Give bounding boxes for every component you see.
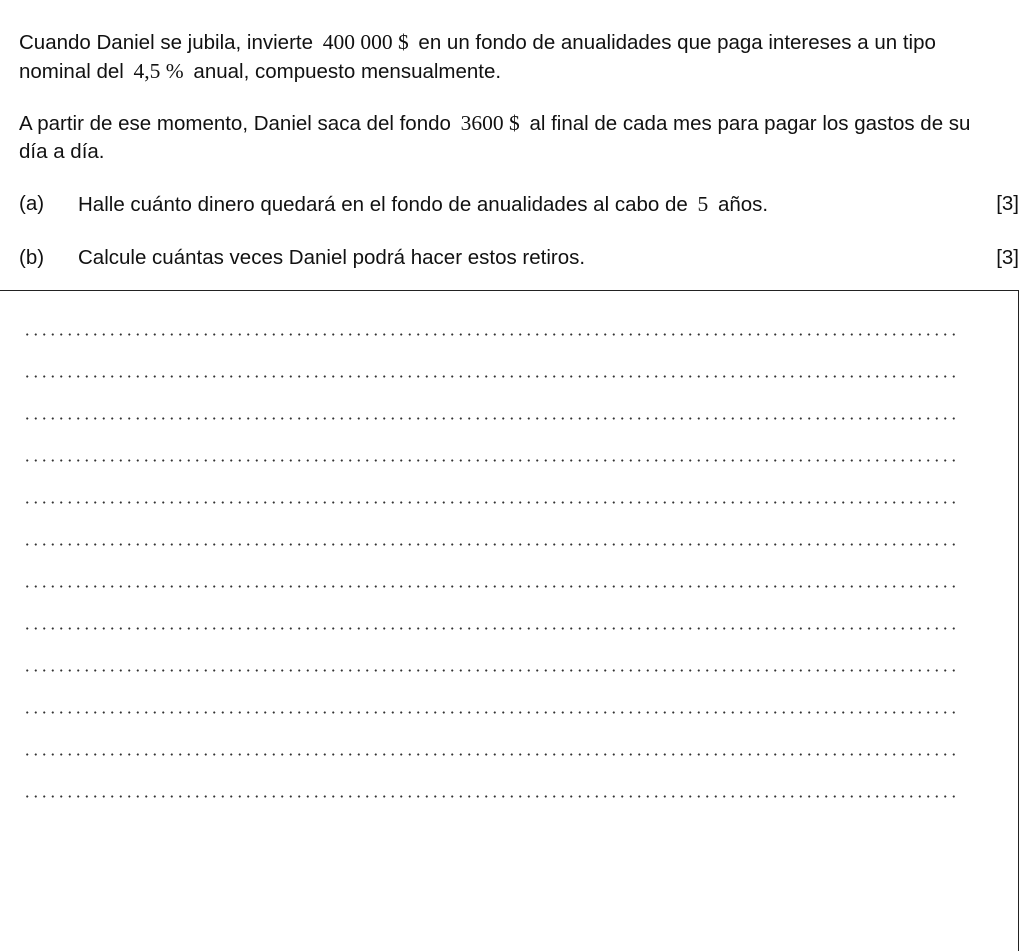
interest-rate: 4,5 % [133, 59, 184, 83]
p1-text-middle: en un fondo de anualidades que paga intereses a un tipo nominal del [19, 31, 936, 83]
answer-line[interactable] [23, 669, 958, 672]
p1-text-after: anual, compuesto mensualmente. [193, 60, 502, 83]
answer-line[interactable] [23, 375, 958, 378]
question-a-label: (a) [19, 192, 45, 215]
withdrawal-amount: 3600 $ [460, 111, 520, 135]
investment-amount: 400 000 $ [322, 30, 409, 54]
question-b-label: (b) [19, 246, 45, 269]
answer-line[interactable] [23, 585, 958, 588]
question-a-text [78, 190, 768, 219]
answer-line[interactable] [23, 333, 958, 336]
p1-text-before: Cuando Daniel se jubila, invierte [19, 31, 314, 54]
paragraph-investment [19, 28, 979, 86]
answer-line[interactable] [23, 711, 958, 714]
question-a-marks: [3] [996, 192, 1019, 215]
answer-line[interactable] [23, 417, 958, 420]
question-a-text-after: años. [717, 193, 769, 216]
answer-line[interactable] [23, 753, 958, 756]
question-a-text-before: Halle cuánto dinero quedará en el fondo de anualidades al cabo de [78, 193, 688, 216]
answer-line[interactable] [23, 459, 958, 462]
question-b-marks: [3] [996, 246, 1019, 269]
answer-box[interactable] [0, 290, 1019, 951]
answer-line[interactable] [23, 543, 958, 546]
question-a [19, 190, 1019, 218]
question-b [19, 244, 1019, 272]
paragraph-withdrawal [19, 109, 979, 166]
answer-line[interactable] [23, 501, 958, 504]
answer-line[interactable] [23, 795, 958, 798]
question-a-years: 5 [697, 192, 709, 216]
p2-text-before: A partir de ese momento, Daniel saca del fondo [19, 112, 451, 135]
answer-line[interactable] [23, 627, 958, 630]
question-b-text: Calcule cuántas veces Daniel podrá hacer estos retiros. [78, 246, 586, 269]
p2-text-after: al final de cada mes para pagar los gastos de su día a día. [19, 112, 971, 163]
